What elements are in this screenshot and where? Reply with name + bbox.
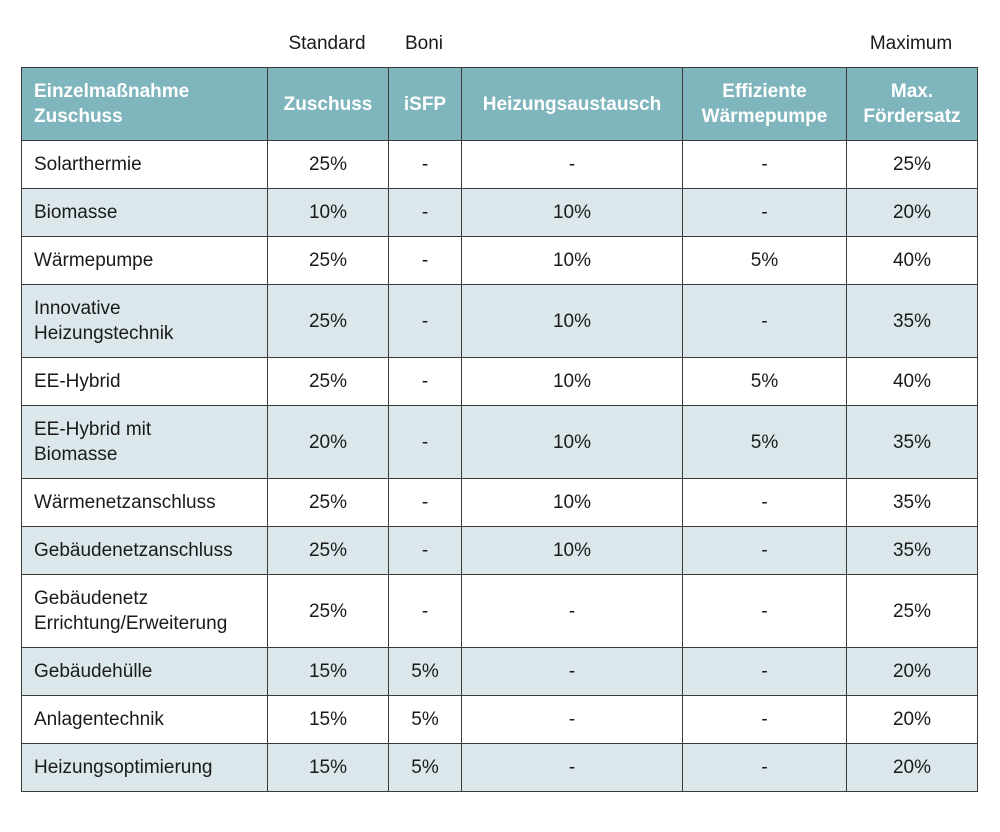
cell-zuschuss: 10% (268, 189, 389, 237)
cell-max-foerdersatz: 35% (847, 527, 978, 575)
cell-isfp: - (389, 237, 462, 285)
cell-zuschuss: 25% (268, 527, 389, 575)
cell-zuschuss: 15% (268, 744, 389, 792)
cell-waermepumpe: 5% (683, 406, 847, 479)
cell-isfp: - (389, 406, 462, 479)
cell-waermepumpe: - (683, 141, 847, 189)
cell-heizungsaustausch: 10% (462, 406, 683, 479)
cell-heizungsaustausch: 10% (462, 285, 683, 358)
cell-isfp: - (389, 527, 462, 575)
group-label-boni: Boni (404, 33, 444, 54)
group-label-maximum: Maximum (869, 33, 953, 54)
cell-heizungsaustausch: 10% (462, 237, 683, 285)
cell-massnahme: Gebäudehülle (22, 648, 268, 696)
cell-massnahme: Gebäudenetz Errichtung/Erweiterung (22, 575, 268, 648)
cell-isfp: - (389, 141, 462, 189)
table-row (22, 406, 978, 479)
cell-heizungsaustausch: - (462, 575, 683, 648)
cell-zuschuss: 20% (268, 406, 389, 479)
cell-max-foerdersatz: 20% (847, 189, 978, 237)
cell-waermepumpe: - (683, 285, 847, 358)
table-row (22, 237, 978, 285)
table-row (22, 744, 978, 792)
table-body (22, 141, 978, 792)
cell-massnahme: EE-Hybrid mit Biomasse (22, 406, 268, 479)
header-max-foerdersatz: Max. Fördersatz (847, 68, 978, 141)
cell-isfp: - (389, 479, 462, 527)
cell-massnahme: Wärmenetzanschluss (22, 479, 268, 527)
funding-rates-table (21, 67, 978, 792)
header-heizungsaustausch: Heizungsaustausch (462, 68, 683, 141)
cell-isfp: 5% (389, 696, 462, 744)
cell-heizungsaustausch: - (462, 744, 683, 792)
table-header-row (22, 68, 978, 141)
cell-massnahme: Biomasse (22, 189, 268, 237)
header-effiziente-waermepumpe: Effiziente Wärmepumpe (683, 68, 847, 141)
cell-heizungsaustausch: - (462, 141, 683, 189)
table-row (22, 527, 978, 575)
cell-isfp: - (389, 575, 462, 648)
cell-waermepumpe: - (683, 527, 847, 575)
cell-zuschuss: 25% (268, 237, 389, 285)
group-label-standard: Standard (288, 33, 366, 54)
cell-max-foerdersatz: 20% (847, 696, 978, 744)
cell-massnahme: EE-Hybrid (22, 358, 268, 406)
table-row (22, 285, 978, 358)
cell-isfp: 5% (389, 648, 462, 696)
cell-waermepumpe: - (683, 479, 847, 527)
table-row (22, 575, 978, 648)
table-row (22, 648, 978, 696)
cell-waermepumpe: - (683, 744, 847, 792)
cell-heizungsaustausch: 10% (462, 527, 683, 575)
cell-heizungsaustausch: 10% (462, 189, 683, 237)
cell-max-foerdersatz: 20% (847, 648, 978, 696)
cell-massnahme: Gebäudenetzanschluss (22, 527, 268, 575)
cell-zuschuss: 25% (268, 358, 389, 406)
cell-heizungsaustausch: - (462, 648, 683, 696)
cell-massnahme: Heizungsoptimierung (22, 744, 268, 792)
cell-zuschuss: 15% (268, 696, 389, 744)
table-row (22, 358, 978, 406)
cell-isfp: - (389, 285, 462, 358)
cell-max-foerdersatz: 40% (847, 237, 978, 285)
cell-zuschuss: 25% (268, 575, 389, 648)
cell-max-foerdersatz: 25% (847, 141, 978, 189)
table-row (22, 189, 978, 237)
cell-max-foerdersatz: 40% (847, 358, 978, 406)
cell-heizungsaustausch: - (462, 696, 683, 744)
cell-max-foerdersatz: 35% (847, 479, 978, 527)
cell-waermepumpe: 5% (683, 358, 847, 406)
cell-zuschuss: 25% (268, 285, 389, 358)
header-zuschuss: Zuschuss (268, 68, 389, 141)
cell-max-foerdersatz: 35% (847, 285, 978, 358)
table-row (22, 141, 978, 189)
cell-waermepumpe: 5% (683, 237, 847, 285)
cell-isfp: - (389, 358, 462, 406)
table-row (22, 696, 978, 744)
cell-max-foerdersatz: 20% (847, 744, 978, 792)
cell-heizungsaustausch: 10% (462, 358, 683, 406)
cell-waermepumpe: - (683, 575, 847, 648)
cell-zuschuss: 25% (268, 141, 389, 189)
cell-massnahme: Wärmepumpe (22, 237, 268, 285)
cell-max-foerdersatz: 25% (847, 575, 978, 648)
header-einzelmassnahme: Einzelmaßnahme Zuschuss (22, 68, 268, 141)
cell-massnahme: Innovative Heizungstechnik (22, 285, 268, 358)
cell-zuschuss: 25% (268, 479, 389, 527)
cell-massnahme: Anlagentechnik (22, 696, 268, 744)
cell-zuschuss: 15% (268, 648, 389, 696)
cell-waermepumpe: - (683, 648, 847, 696)
cell-heizungsaustausch: 10% (462, 479, 683, 527)
header-isfp: iSFP (389, 68, 462, 141)
cell-waermepumpe: - (683, 696, 847, 744)
cell-isfp: 5% (389, 744, 462, 792)
cell-waermepumpe: - (683, 189, 847, 237)
cell-isfp: - (389, 189, 462, 237)
cell-massnahme: Solarthermie (22, 141, 268, 189)
table-row (22, 479, 978, 527)
cell-max-foerdersatz: 35% (847, 406, 978, 479)
